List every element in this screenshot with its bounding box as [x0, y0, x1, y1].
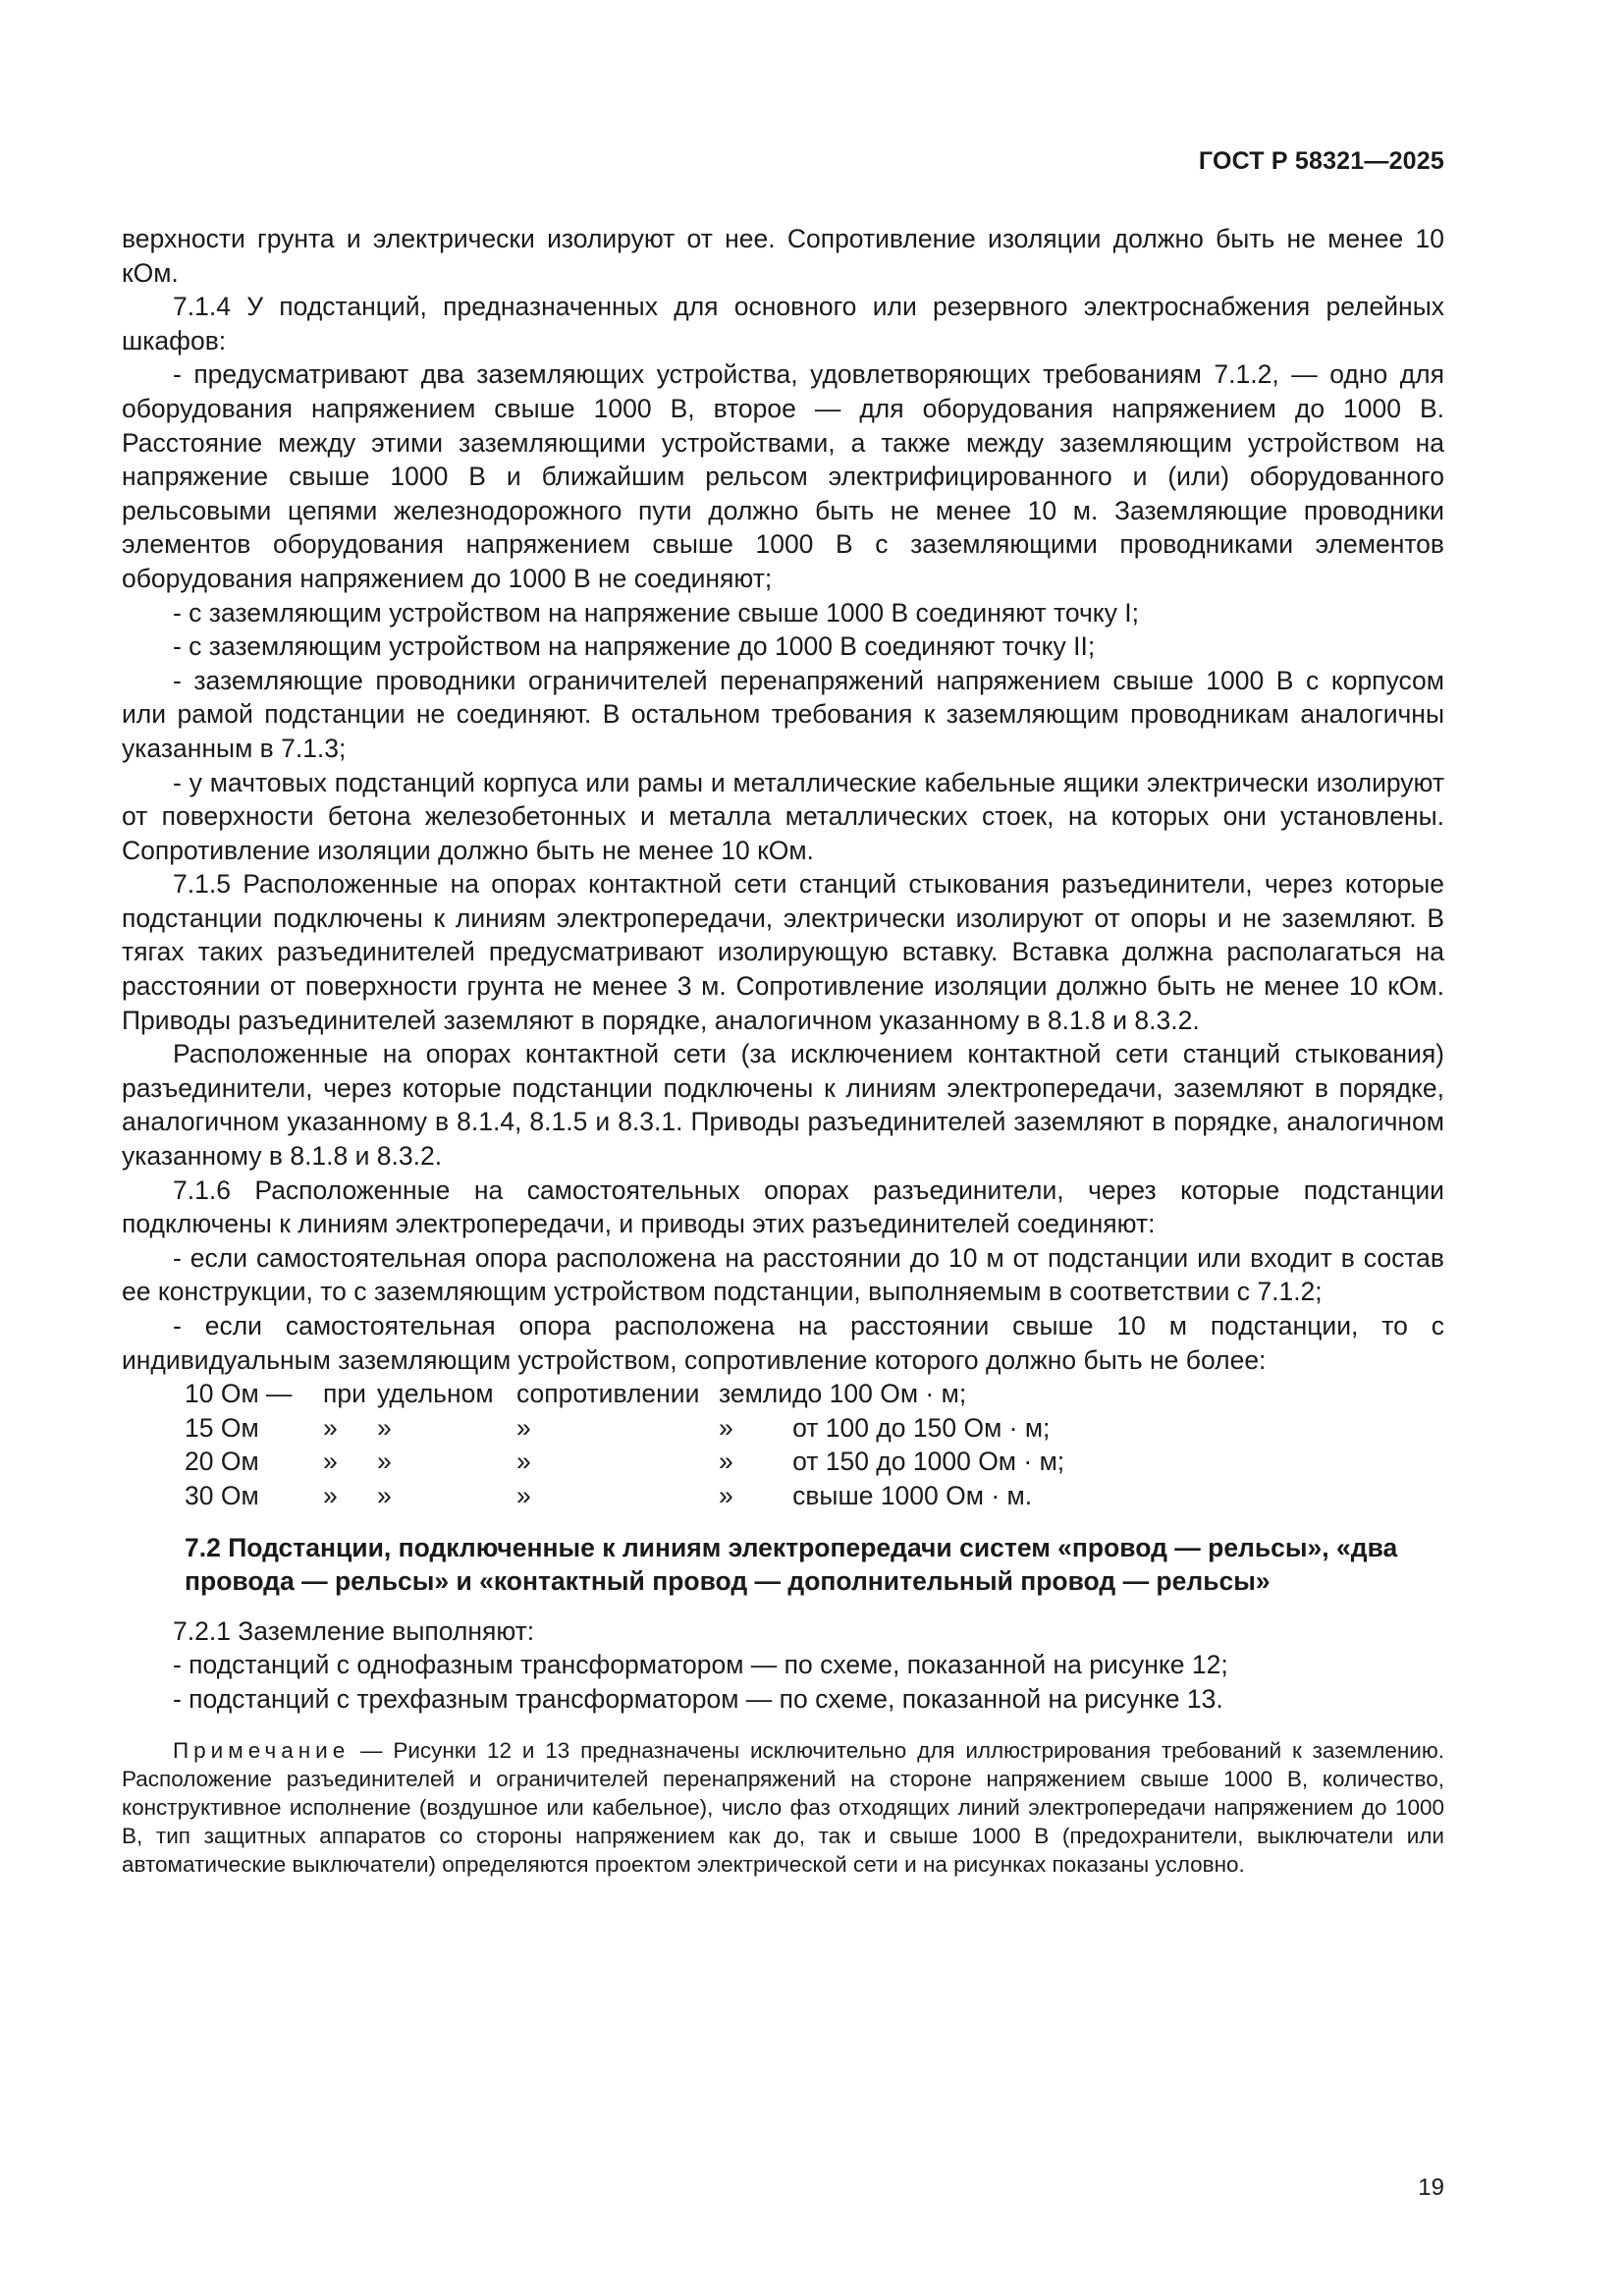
table-cell: сопротивлении — [516, 1379, 700, 1409]
paragraph: - с заземляющим устройством на напряжение до 1000 В соединяют точку II; — [173, 631, 1096, 662]
table-row — [185, 1445, 1064, 1479]
table-row — [185, 1479, 1064, 1513]
table-cell: » — [377, 1412, 392, 1443]
table-cell: » — [516, 1412, 531, 1443]
paragraph: - заземляющие проводники ограничителей перенапряжений напряжением свыше 1000 В с корпусом или рамой подстанции не соединяют. В остальном требования к заземляющим проводникам аналогичны указанным в 7.1.3; — [122, 665, 1444, 763]
table-cell: » — [377, 1480, 392, 1510]
table-cell: от 150 до 1000 Ом · м; — [792, 1447, 1065, 1477]
table-cell: » — [719, 1447, 733, 1477]
table-cell: 10 Ом — — [185, 1379, 293, 1409]
table-row — [185, 1377, 1064, 1411]
paragraph: 7.1.5 Расположенные на опорах контактной сети станций стыкования разъединители, через которые подстанции подключены к линиям электропередачи, электрически изолируют от опоры и не заземляют. В тягах таких разъединителей предусматривают изолирующую вставку. Вставка должна располагаться на расстоянии от поверхности грунта не менее 3 м. Сопротивление изоляции должно быть не менее 10 кОм. Приводы разъединителей заземляют в порядке, аналогичном указанному в 8.1.8 и 8.3.2. — [122, 869, 1444, 1035]
clause-7-2-1: 7.2.1 Заземление выполняют: — [173, 1615, 535, 1646]
table-cell: » — [323, 1480, 338, 1510]
paragraph: - если самостоятельная опора расположена на расстоянии до 10 м от подстанции или входит в состав ее конструкции, то с заземляющим устройством подстанции, выполняемым в соответствии с 7.1.2; — [122, 1242, 1444, 1307]
table-cell: » — [323, 1447, 338, 1477]
table-cell: » — [516, 1480, 531, 1510]
document-body — [122, 222, 1444, 1879]
note-text: — Рисунки 12 и 13 предназначены исключительно для иллюстрирования требований к заземлению. Расположение разъединителей и ограничителей перенапряжений на стороне напряжением свыше 1000 В, количество, конструктивное исполнение (воздушное или кабельное), число фаз отходящих линий электропередачи напряжением до 1000 В, тип защитных аппаратов со стороны напряжением как до, так и свыше 1000 В (предохранители, выключатели или автоматические выключатели) определяются проектом электрической сети и на рисунках показаны условно. — [122, 1737, 1444, 1877]
paragraph: 7.1.6 Расположенные на самостоятельных опорах разъединители, через которые подстанции подключены к линиям электропередачи, и приводы этих разъединителей соединяют: — [122, 1175, 1444, 1239]
list-item: - подстанций с однофазным трансформатором — по схеме, показанной на рисунке 12; — [173, 1650, 1228, 1680]
table-cell: свыше 1000 Ом · м. — [792, 1480, 1033, 1510]
paragraph: - предусматривают два заземляющих устройства, удовлетворяющих требованиям 7.1.2, — одно для оборудования напряжением свыше 1000 В, второе — для оборудования напряжением до 1000 В. Расстояние между этими заземляющими устройствами, а также между заземляющим устройством на напряжение свыше 1000 В и ближайшим рельсом электрифицированного и (или) оборудованного рельсовыми цепями железнодорожного пути должно быть не менее 10 м. Заземляющие проводники элементов оборудования напряжением свыше 1000 В с заземляющими проводниками элементов оборудования напряжением до 1000 В не соединяют; — [122, 359, 1444, 593]
table-cell: 30 Ом — [185, 1480, 259, 1510]
table-cell: 20 Ом — [185, 1447, 259, 1477]
table-cell: » — [323, 1412, 338, 1443]
table-cell: 15 Ом — [185, 1412, 259, 1443]
table-cell: » — [719, 1480, 733, 1510]
table-cell: удельном — [377, 1379, 494, 1409]
paragraph: - у мачтовых подстанций корпуса или рамы и металлические кабельные ящики электрически изолируют от поверхности бетона железобетонных и металла металлических стоек, на которых они установлены. Сопротивление изоляции должно быть не менее 10 кОм. — [122, 767, 1444, 865]
paragraph: - если самостоятельная опора расположена на расстоянии свыше 10 м подстанции, то с индивидуальным заземляющим устройством, сопротивление которого должно быть не более: — [122, 1311, 1444, 1375]
table-cell: при — [323, 1379, 366, 1409]
paragraph: 7.1.4 У подстанций, предназначенных для основного или резервного электроснабжения релейных шкафов: — [122, 292, 1444, 355]
table-cell: » — [516, 1447, 531, 1477]
page-number: 19 — [1418, 2174, 1444, 2201]
section-title: 7.2 Подстанции, подключенные к линиям электропередачи систем «провод — рельсы», «два провода — рельсы» и «контактный провод — дополнительный провод — рельсы» — [185, 1532, 1398, 1597]
paragraph-list — [122, 222, 1444, 1377]
table-row — [185, 1411, 1064, 1446]
paragraph: Расположенные на опорах контактной сети (за исключением контактной сети станций стыкования) разъединители, через которые подстанции подключены к линиям электропередачи, заземляют в порядке, аналогичном указанному в 8.1.4, 8.1.5 и 8.3.1. Приводы разъединителей заземляют в порядке, аналогичном указанному в 8.1.8 и 8.3.2. — [122, 1039, 1444, 1172]
list-item: - подстанций с трехфазным трансформатором — по схеме, показанной на рисунке 13. — [173, 1683, 1223, 1714]
paragraph: верхности грунта и электрически изолируют от нее. Сопротивление изоляции должно быть не менее 10 кОм. — [122, 224, 1444, 288]
spacer — [122, 1599, 1444, 1614]
table-cell: земли — [719, 1379, 793, 1409]
table-cell: от 100 до 150 Ом · м; — [792, 1412, 1051, 1443]
note-label: Примечание — [173, 1737, 351, 1763]
resistance-table — [185, 1377, 1064, 1512]
table-cell: » — [719, 1412, 733, 1443]
table-cell: » — [377, 1447, 392, 1477]
note — [122, 1736, 1444, 1879]
paragraph: - с заземляющим устройством на напряжение свыше 1000 В соединяют точку I; — [173, 597, 1140, 628]
document-header: ГОСТ Р 58321—2025 — [1198, 147, 1444, 175]
table-cell: до 100 Ом · м; — [792, 1379, 967, 1409]
